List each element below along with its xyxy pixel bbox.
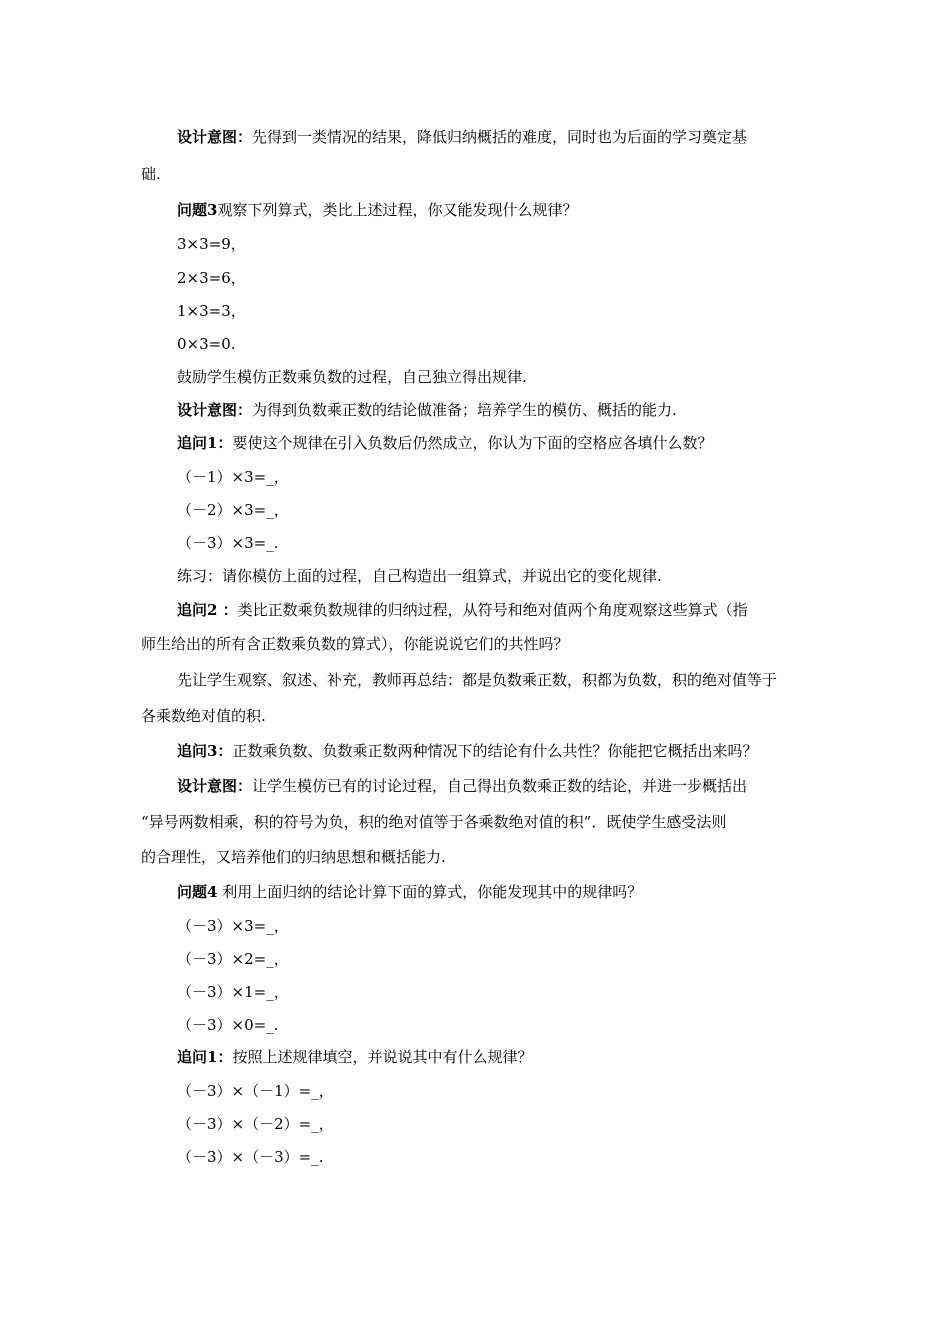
paragraph-text: 让学生模仿已有的讨论过程，自己得出负数乘正数的结论，并进一步概括出 (252, 777, 748, 795)
paragraph-text: 鼓励学生模仿正数乘负数的过程，自己独立得出规律. (177, 368, 527, 386)
paragraph-text: “异号两数相乘，积的符号为负，积的绝对值等于各乘数绝对值的积”．既使学生感受法则 (141, 813, 727, 831)
paragraph-text: 练习：请你模仿上面的过程，自己构造出一组算式，并说出它的变化规律. (177, 567, 662, 585)
design-intent-paragraph-3 (177, 776, 747, 796)
follow-up-question-4 (177, 1047, 532, 1067)
equation-line: （－3）×1=_， (177, 983, 289, 1001)
equation-line: （－3）×（－3）=_. (177, 1148, 324, 1166)
follow-up-label: 追问1： (177, 1048, 233, 1066)
paragraph (177, 367, 527, 387)
equation-line: 1×3=3， (177, 302, 246, 320)
paragraph-continuation (141, 847, 446, 867)
teacher-summary-paragraph (177, 670, 777, 690)
paragraph-continuation (141, 706, 266, 726)
follow-up-question-3 (177, 741, 757, 761)
question-label: 问题4 (177, 883, 218, 901)
follow-up-label: 追问1： (177, 434, 233, 452)
follow-up-question-1 (177, 433, 712, 453)
question-label: 问题3 (177, 201, 218, 219)
paragraph-text: 先得到一类情况的结果，降低归纳概括的难度，同时也为后面的学习奠定基 (252, 128, 748, 146)
paragraph-text: 师生给出的所有含正数乘负数的算式），你能说说它们的共性吗？ (141, 635, 569, 653)
equation-line: （－3）×（－1）=_， (177, 1082, 334, 1100)
equation-line: 3×3=9， (177, 235, 246, 253)
paragraph-continuation (141, 634, 569, 654)
follow-up-label: 追问3： (177, 742, 233, 760)
equation-line: （－3）×3=_， (177, 917, 289, 935)
equation-line: 2×3=6， (177, 269, 246, 287)
paragraph-continuation (141, 164, 161, 184)
equation-line: （－1）×3=_， (177, 468, 289, 486)
paragraph-text: 各乘数绝对值的积. (141, 707, 266, 725)
question-text: 类比正数乘负数规律的归纳过程，从符号和绝对值两个角度观察这些算式（指 (237, 601, 748, 619)
design-intent-label: 设计意图： (177, 401, 253, 419)
paragraph-text: 先让学生观察、叙述、补充，教师再总结：都是负数乘正数，积都为负数，积的绝对值等于 (177, 671, 778, 689)
equation-line: 0×3=0. (177, 335, 236, 353)
paragraph-text: 为得到负数乘正数的结论做准备；培养学生的模仿、概括的能力. (252, 401, 677, 419)
question-text: 按照上述规律填空，并说说其中有什么规律？ (232, 1048, 533, 1066)
question-3 (177, 200, 577, 220)
design-intent-label: 设计意图： (177, 128, 253, 146)
equation-line: （－3）×3=_. (177, 534, 279, 552)
equation-line: （－3）×0=_. (177, 1016, 279, 1034)
design-intent-paragraph-2 (177, 400, 677, 420)
question-4 (177, 882, 642, 902)
question-text: 正数乘负数、负数乘正数两种情况下的结论有什么共性？你能把它概括出来吗？ (232, 742, 758, 760)
equation-line: （－3）×（－2）=_， (177, 1115, 334, 1133)
question-text: 观察下列算式，类比上述过程，你又能发现什么规律？ (217, 201, 578, 219)
equation-line: （－3）×2=_， (177, 950, 289, 968)
equation-line: （－2）×3=_， (177, 501, 289, 519)
exercise-paragraph (177, 566, 662, 586)
follow-up-label: 追问2 ： (177, 601, 238, 619)
follow-up-question-2 (177, 600, 748, 620)
paragraph-text: 础. (141, 165, 161, 183)
design-intent-paragraph-1 (177, 127, 747, 147)
paragraph-text: 的合理性，又培养他们的归纳思想和概括能力. (141, 848, 446, 866)
question-text: 要使这个规律在引入负数后仍然成立，你认为下面的空格应各填什么数？ (232, 434, 713, 452)
paragraph-continuation (141, 812, 726, 832)
question-text: 利用上面归纳的结论计算下面的算式，你能发现其中的规律吗？ (217, 883, 643, 901)
design-intent-label: 设计意图： (177, 777, 253, 795)
